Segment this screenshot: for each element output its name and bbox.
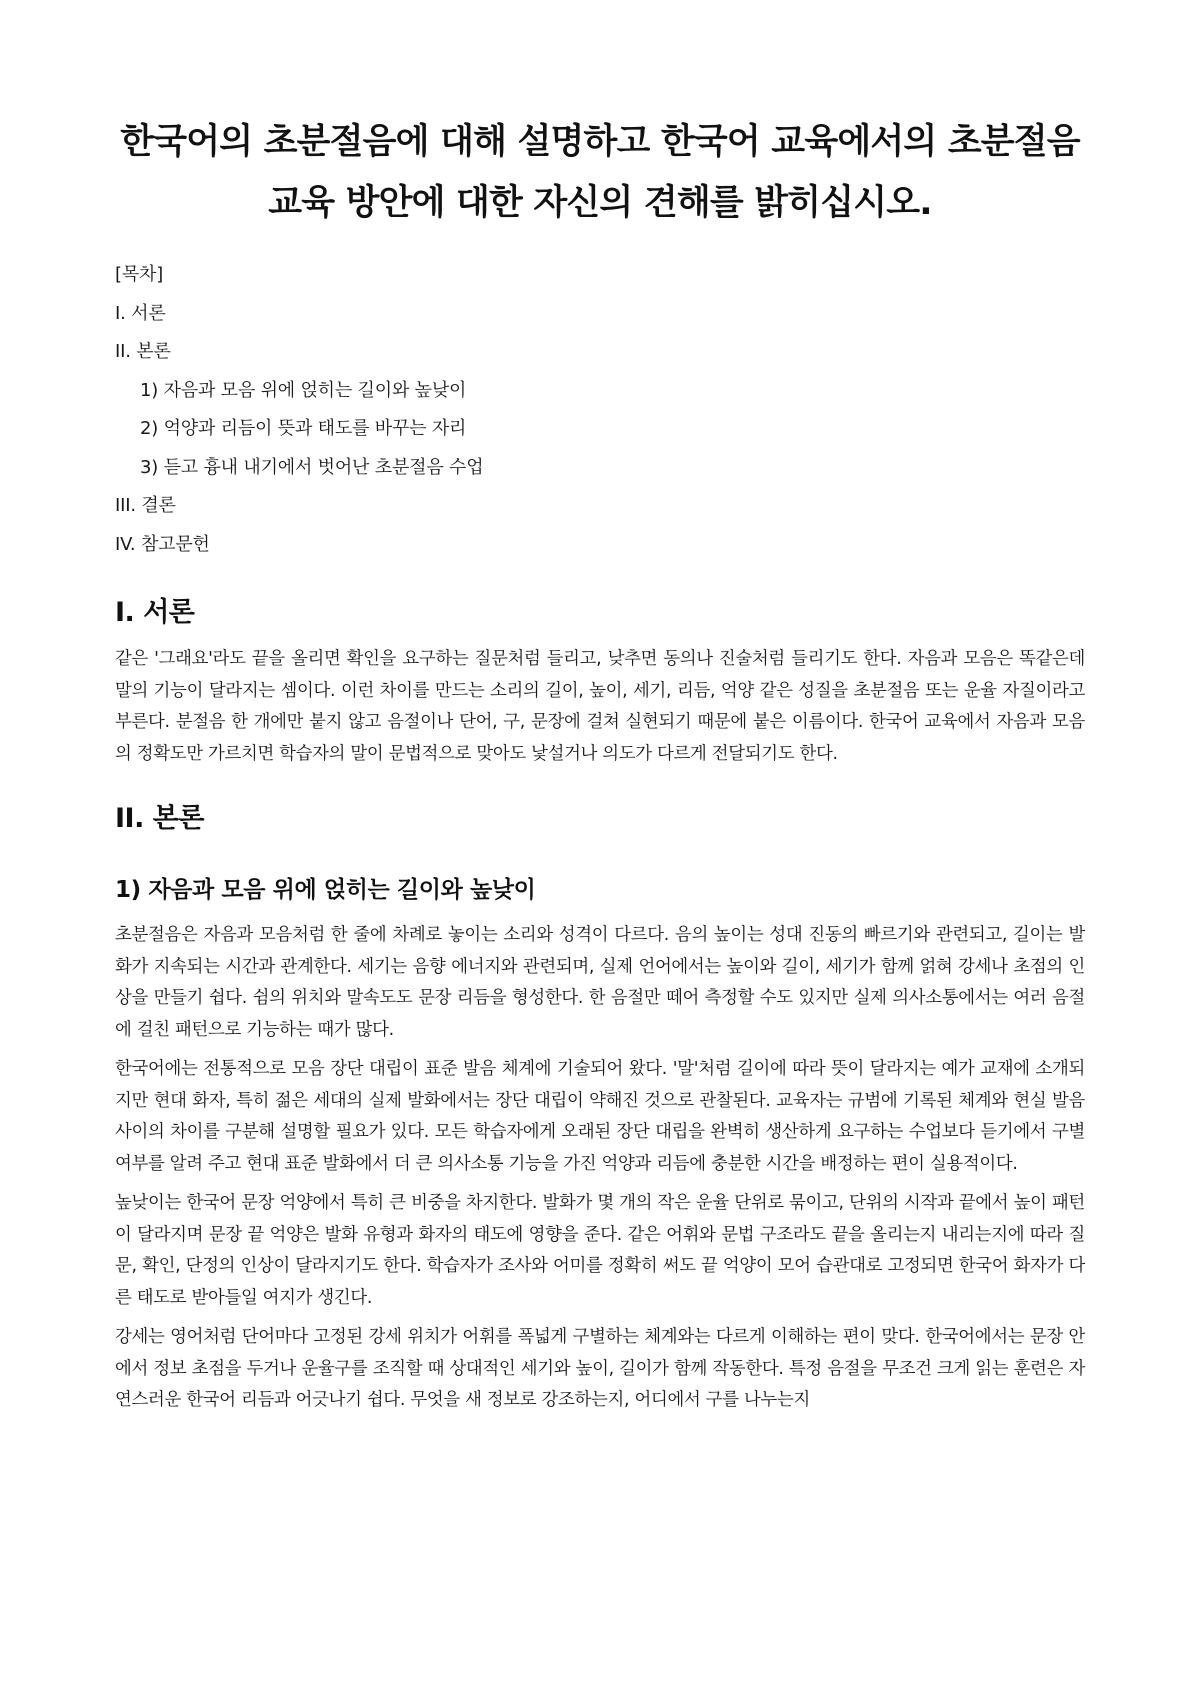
toc-item-intro: I. 서론 bbox=[115, 302, 166, 324]
body-paragraph-4: 강세는 영어처럼 단어마다 고정된 강세 위치가 어휘를 폭넓게 구별하는 체계와는 다르게 이해하는 편이 맞다. 한국어에서는 문장 안에서 정보 초점을 두거나 운율구를 조직할 때 상대적인 세기와 높이, 길이가 함께 작동한다. 특정 음절을 무조건 크게 읽는 훈련은 자연스러운 한국어 리듬과 어긋나기 쉽다. 무엇을 새 정보로 강조하는지, 어디에서 구를 나누는지 bbox=[115, 1327, 1085, 1410]
body-paragraph-2: 한국어에는 전통적으로 모음 장단 대립이 표준 발음 체계에 기술되어 왔다. '말'처럼 길이에 따라 뜻이 달라지는 예가 교재에 소개되지만 현대 화자, 특히 젊은 세대의 실제 발화에서는 장단 대립이 약해진 것으로 관찰된다. 교육자는 규범에 기록된 체계와 현실 발음 사이의 차이를 구분해 설명할 필요가 있다. 모든 학습자에게 오래된 장단 대립을 완벽히 생산하게 요구하는 수업보다 듣기에서 구별 여부를 알려 주고 현대 표준 발화에서 더 큰 의사소통 기능을 가진 억양과 리듬에 충분한 시간을 배정하는 편이 실용적이다. bbox=[115, 1059, 1085, 1174]
subsection-title-1: 1) 자음과 모음 위에 얹히는 길이와 높낮이 bbox=[115, 877, 536, 903]
toc-heading: [목차] bbox=[115, 264, 164, 285]
toc-item-body-1: 1) 자음과 모음 위에 얹히는 길이와 높낮이 bbox=[140, 379, 467, 401]
toc-item-body-2: 2) 억양과 리듬이 뜻과 태도를 바꾸는 자리 bbox=[140, 418, 467, 439]
toc-item-references: IV. 참고문헌 bbox=[115, 533, 210, 555]
table-of-contents bbox=[115, 256, 1085, 564]
toc-item-body: II. 본론 bbox=[115, 341, 171, 362]
section-title-body: II. 본론 bbox=[115, 803, 204, 834]
document-title: 한국어의 초분절음에 대해 설명하고 한국어 교육에서의 초분절음 교육 방안에 대한 자신의 견해를 밝히십시오. bbox=[120, 122, 1080, 223]
section-title-intro: I. 서론 bbox=[115, 597, 195, 628]
intro-paragraph: 같은 '그래요'라도 끝을 올리면 확인을 요구하는 질문처럼 들리고, 낮추면 동의나 진술처럼 들리기도 한다. 자음과 모음은 똑같은데 말의 기능이 달라지는 셈이다. 이런 차이를 만드는 소리의 길이, 높이, 세기, 리듬, 억양 같은 성질을 초분절음 또는 운율 자질이라고 부른다. 분절음 한 개에만 붙지 않고 음절이나 단어, 구, 문장에 걸쳐 실현되기 때문에 붙은 이름이다. 한국어 교육에서 자음과 모음의 정확도만 가르치면 학습자의 말이 문법적으로 맞아도 낯설거나 의도가 다르게 전달되기도 한다. bbox=[115, 649, 1085, 764]
toc-item-body-3: 3) 듣고 흉내 내기에서 벗어난 초분절음 수업 bbox=[140, 456, 484, 478]
toc-item-conclusion: III. 결론 bbox=[115, 495, 176, 516]
body-paragraph-3: 높낮이는 한국어 문장 억양에서 특히 큰 비중을 차지한다. 발화가 몇 개의 작은 운율 단위로 묶이고, 단위의 시작과 끝에서 높이 패턴이 달라지며 문장 끝 억양은 발화 유형과 화자의 태도에 영향을 준다. 같은 어휘와 문법 구조라도 끝을 올리는지 내리는지에 따라 질문, 확인, 단정의 인상이 달라지기도 한다. 학습자가 조사와 어미를 정확히 써도 끝 억양이 모어 습관대로 고정되면 한국어 화자가 다른 태도로 받아들일 여지가 생긴다. bbox=[115, 1193, 1085, 1308]
body-paragraph-1: 초분절음은 자음과 모음처럼 한 줄에 차례로 놓이는 소리와 성격이 다르다. 음의 높이는 성대 진동의 빠르기와 관련되고, 길이는 발화가 지속되는 시간과 관계한다. 세기는 음향 에너지와 관련되며, 실제 언어에서는 높이와 길이, 세기가 함께 얽혀 강세나 초점의 인상을 만들기 쉽다. 쉼의 위치와 말속도도 문장 리듬을 형성한다. 한 음절만 떼어 측정할 수도 있지만 실제 의사소통에서는 여러 음절에 걸친 패턴으로 기능하는 때가 많다. bbox=[115, 925, 1085, 1040]
